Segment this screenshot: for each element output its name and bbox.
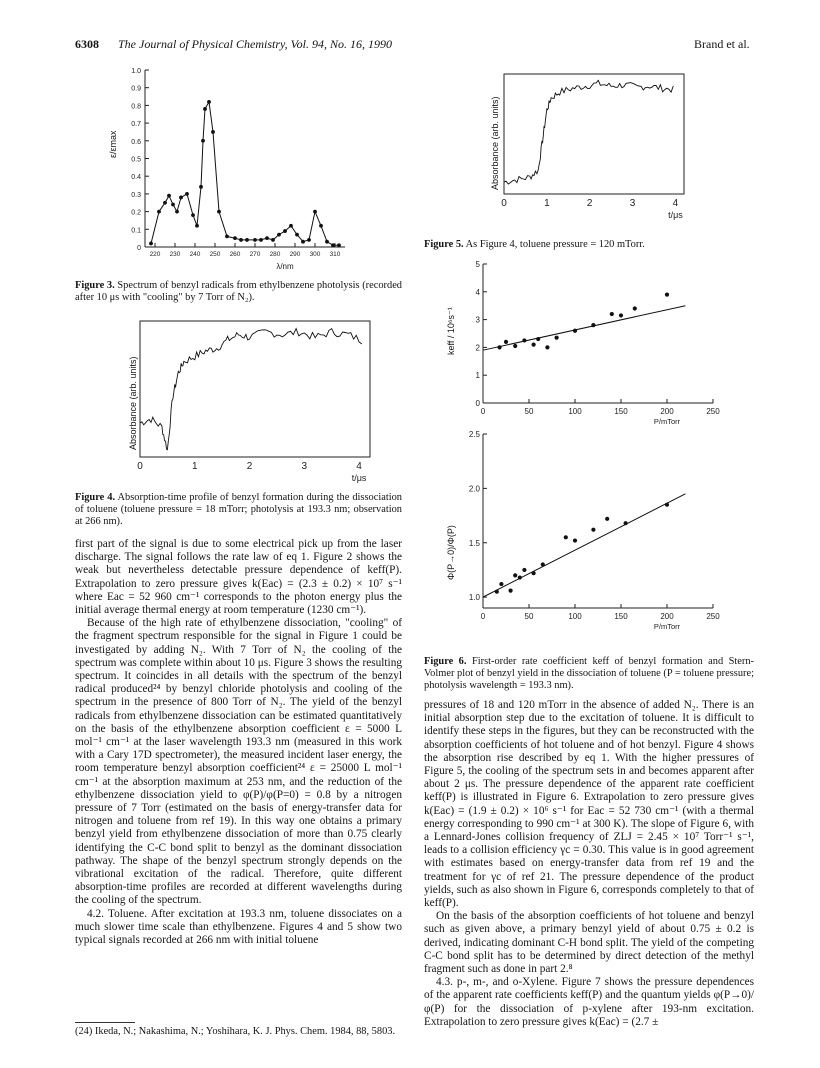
data-point: [191, 213, 195, 217]
y-tick-label: 0.8: [131, 103, 141, 111]
data-point: [337, 243, 341, 247]
data-point: [495, 590, 499, 594]
paragraph-toluene: 4.2. Toluene. After excitation at 193.3 nm, toluene dissociates on a much slower time scale than ethylbenzene. Figures 4 and 5 show two typical signals recorded at 266 nm with initial toluene: [75, 907, 402, 947]
data-point: [265, 236, 269, 240]
y-tick-label: 2.0: [468, 484, 480, 494]
y-tick-label: 0.3: [131, 191, 141, 199]
data-point: [619, 313, 623, 317]
x-axis-label: t/μs: [351, 473, 367, 483]
data-point: [522, 338, 526, 342]
figure-3: [100, 60, 400, 285]
figure-5-caption-text: As Figure 4, toluene pressure = 120 mTorr.: [465, 239, 645, 250]
figure-6-bottom-ylabel: [446, 490, 460, 580]
x-tick-label: 300: [309, 251, 321, 258]
data-point: [541, 562, 545, 566]
figure-5-caption-label: Figure 5.: [424, 239, 464, 250]
figure-3-caption-label: Figure 3.: [75, 280, 115, 291]
y-tick-label: 2.5: [468, 430, 480, 439]
data-point: [203, 107, 207, 111]
paragraph: pressures of 18 and 120 mTorr in the absence of added N₂. There is an initial absorption step due to the excitation of toluene. It is difficult to identify these steps in the figures, but they can be reconstructed with the absorption coefficients of hot toluene and of hot benzyl. Figure 4 shows the absorption rise described by eq 1. With the higher pressures of Figure 5, the cooling of the spectrum sets in and becomes apparent after about 2 μs. The pressure dependence of the apparent rate coefficient keff(P) is illustrated in Figure 6. Extrapolation to zero pressure gives k(Eac) = (1.9 ± 0.2) × 10⁶ s⁻¹ for Eac = 52 730 cm⁻¹ (with a thermal energy corresponding to 990 cm⁻¹ at 300 K). The slope of Figure 6, with a Lennard-Jones collision frequency of ZLJ = 2.45 × 10⁷ Torr⁻¹ s⁻¹, leads to a collision efficiency γc = 0.30. This value is in good agreement with estimates based on energy-transfer data from ref 19 and the treatment for γc of ref 21. The pressure dependence of the product yields, such as also shown in Figure 6, corresponds completely to that of keff(P).: [424, 699, 754, 910]
data-point: [509, 589, 513, 593]
data-point: [201, 139, 205, 143]
absorbance-trace: [140, 329, 362, 450]
y-tick-label: 0.5: [131, 156, 141, 164]
paragraph-xylene: 4.3. p-, m-, and o-Xylene. Figure 7 shows the pressure dependences of the apparent rate coefficients keff(P) and the quantum yields φ(P→0)/φ(P) for the dissociation of p-xylene after 193-nm excitation. Extrapolation to zero pressure gives k(Eac) = (2.7 ±: [424, 976, 754, 1028]
data-point: [532, 343, 536, 347]
y-tick-label: 1.0: [131, 68, 141, 75]
data-point: [518, 575, 522, 579]
y-tick-label: 0.2: [131, 209, 141, 217]
figure-3-chart: [100, 60, 400, 285]
y-tick-label: 0.6: [131, 138, 141, 146]
y-tick-label: 0.4: [131, 174, 141, 182]
x-axis-label: t/μs: [668, 210, 683, 220]
data-point: [149, 242, 153, 246]
x-tick-label: 270: [249, 251, 261, 258]
x-tick-label: 310: [329, 251, 341, 258]
data-point: [325, 240, 329, 244]
footnote: (24) Ikeda, N.; Nakashima, N.; Yoshihara, K. J. Phys. Chem. 1984, 88, 5803.: [75, 1026, 396, 1037]
figure-6-bottom-ylabel-text: Φ(P→0)/Φ(P): [446, 525, 456, 580]
data-point: [591, 528, 595, 532]
data-point: [307, 238, 311, 242]
y-tick-label: 0.9: [131, 85, 141, 93]
data-point: [573, 329, 577, 333]
x-tick-label: 250: [209, 251, 221, 258]
data-point: [167, 194, 171, 198]
figure-4-caption: [75, 492, 402, 529]
x-axis-label: λ/nm: [276, 262, 294, 271]
data-point: [536, 337, 540, 341]
figure-4-ylabel: [128, 340, 142, 450]
plot-frame: [504, 74, 684, 194]
data-point: [532, 571, 536, 575]
x-tick-label: 0: [501, 198, 507, 209]
data-point: [207, 100, 211, 104]
data-point: [573, 538, 577, 542]
data-point: [665, 292, 669, 296]
data-point: [163, 201, 167, 205]
x-tick-label: 50: [524, 407, 534, 416]
x-tick-label: 150: [614, 407, 628, 416]
x-axis-label: P/mTorr: [653, 622, 681, 631]
x-tick-label: 4: [672, 198, 679, 209]
absorbance-trace: [504, 80, 673, 184]
data-point: [665, 503, 669, 507]
x-tick-label: 2: [246, 461, 253, 472]
figure-6-caption-label: Figure 6.: [424, 656, 467, 667]
figure-5: [480, 70, 710, 225]
figure-5-chart: [480, 70, 710, 225]
data-point: [211, 130, 215, 134]
figure-6-bottom-chart: [440, 428, 740, 653]
x-tick-label: 0: [137, 461, 143, 472]
x-tick-label: 250: [706, 612, 720, 621]
data-point: [225, 234, 229, 238]
data-point: [271, 238, 275, 242]
figure-3-ylabel: [108, 118, 122, 158]
x-tick-label: 200: [660, 612, 674, 621]
x-tick-label: 200: [660, 407, 674, 416]
data-point: [605, 517, 609, 521]
figure-6-top-ylabel-text: keff / 10⁶s⁻¹: [446, 307, 456, 355]
figure-4-chart: [110, 315, 400, 490]
y-tick-label: 1: [475, 371, 480, 381]
data-point: [555, 336, 559, 340]
data-point: [289, 224, 293, 228]
data-point: [245, 238, 249, 242]
figure-6-top-ylabel: [446, 285, 460, 355]
x-tick-label: 100: [568, 612, 582, 621]
y-tick-label: 0.7: [131, 121, 141, 129]
x-tick-label: 2: [586, 198, 593, 209]
y-tick-label: 0: [137, 245, 141, 252]
paragraph: Because of the high rate of ethylbenzene dissociation, "cooling" of the fragment spectrum responsible for the signal in Figure 1 could be investigated by adding N₂. With 7 Torr of N₂ the cooling of the spectrum was complete within about 10 μs. Figure 3 shows the resulting spectrum. It coincides in all details with the spectrum of the benzyl radical produced²⁴ by benzyl chloride photolysis and cooling of the spectrum in the presence of 800 Torr of N₂. The yield of the benzyl radicals from ethylbenzene dissociation can be estimated quantitatively on the basis of the ethylbenzene absorption coefficient ε = 5000 L mol⁻¹ cm⁻¹ at the laser wavelength 193.3 nm (measured in this work with a Cary 17D spectrometer), the measured incident laser energy, the room temperature benzyl absorption coefficient²⁴ ε = 25000 L mol⁻¹ cm⁻¹ at the absorption maximum at 253 nm, and the reduction of the ethylbenzene dissociation yield to φ(P)/φ(P=0) = 0.8 by a nitrogen pressure of 7 Torr (estimated on the basis of energy-transfer data for nitrogen and toluene from ref 19). In this way one obtains a primary benzyl yield from ethylbenzene dissociation of more than 0.75 clearly identifying the C-C bond split to benzyl as the dominant dissociation pathway. The shape of the benzyl spectrum strongly depends on the vibrational excitation of the radical. Therefore, quite different absorption-time profiles are recorded at different wavelengths during the cooling of the spectrum.: [75, 617, 402, 907]
data-point: [295, 233, 299, 237]
left-column-text: [75, 538, 402, 947]
x-tick-label: 100: [568, 407, 582, 416]
x-tick-label: 290: [289, 251, 301, 258]
data-point: [313, 210, 317, 214]
footnote-rule: [75, 1022, 135, 1023]
data-point: [217, 210, 221, 214]
data-point: [253, 238, 257, 242]
y-tick-label: 2: [475, 343, 480, 353]
figure-5-caption: [424, 239, 754, 251]
figure-6-bottom: [440, 428, 740, 653]
journal-title: The Journal of Physical Chemistry, Vol. 94, No. 16, 1990: [118, 37, 392, 51]
y-tick-label: 5: [475, 260, 480, 269]
figure-6-top: [440, 258, 740, 433]
spectrum-line: [151, 102, 339, 245]
x-tick-label: 260: [229, 251, 241, 258]
data-point: [233, 236, 237, 240]
data-point: [499, 582, 503, 586]
figure-4-caption-text: Absorption-time profile of benzyl formation during the dissociation of toluene (toluene pressure = 18 mTorr; photolysis at 193.3 nm; observation at 266 nm).: [75, 492, 402, 528]
data-point: [195, 224, 199, 228]
figure-4-caption-label: Figure 4.: [75, 492, 116, 503]
y-tick-label: 4: [475, 287, 480, 297]
y-tick-label: 1.0: [468, 593, 480, 603]
data-point: [545, 345, 549, 349]
data-point: [591, 323, 595, 327]
figure-6-top-chart: [440, 258, 740, 433]
data-point: [239, 238, 243, 242]
x-tick-label: 3: [629, 198, 636, 209]
figure-5-ylabel: [490, 80, 504, 190]
x-axis-label: P/mTorr: [653, 417, 681, 426]
data-point: [610, 312, 614, 316]
y-tick-label: 0.1: [131, 227, 141, 235]
data-point: [199, 185, 203, 189]
x-tick-label: 280: [269, 251, 281, 258]
data-point: [283, 229, 287, 233]
figure-6-caption-text: First-order rate coefficient keff of benzyl formation and Stern-Volmer plot of benzyl yield in the dissociation of toluene (P = toluene pressure; photolysis wavelength = 193.3 nm).: [424, 656, 754, 692]
fit-line: [483, 306, 685, 350]
figure-4-ylabel-text: Absorbance (arb. units): [128, 356, 138, 450]
data-point: [319, 224, 323, 228]
paragraph: first part of the signal is due to some electrical pick up from the laser discharge. The signal follows the rate law of eq 1. Figure 2 shows the weak but nevertheless detectable pressure dependence of keff(P). Extrapolation to zero pressure gives k(Eac) = (2.3 ± 0.2) × 10⁷ s⁻¹ where Eac = 52 960 cm⁻¹ corresponds to the photon energy plus the initial average thermal energy at room temperature (1230 cm⁻¹).: [75, 538, 402, 617]
right-column-text: [424, 699, 754, 1029]
page-number: 6308: [75, 37, 99, 51]
fit-line: [483, 494, 685, 597]
x-tick-label: 240: [189, 251, 201, 258]
x-tick-label: 230: [169, 251, 181, 258]
data-point: [624, 521, 628, 525]
x-tick-label: 0: [480, 612, 486, 621]
figure-3-caption: [75, 280, 402, 304]
figure-3-caption-text: Spectrum of benzyl radicals from ethylbenzene photolysis (recorded after 10 μs with "cooling" by 7 Torr of N₂).: [75, 280, 403, 304]
figure-4: [110, 315, 400, 490]
y-tick-label: 3: [475, 315, 480, 325]
running-authors: Brand et al.: [694, 37, 750, 51]
paragraph: On the basis of the absorption coefficients of hot toluene and benzyl such as given above, a primary benzyl yield of about 0.75 ± 0.2 is derived, indicating dominant C-H bond split. The yield of the competing C-C bond split has to be determined by direct detection of the methyl fragment such as done in part 2.⁸: [424, 910, 754, 976]
data-point: [157, 210, 161, 214]
data-point: [504, 340, 508, 344]
x-tick-label: 250: [706, 407, 720, 416]
data-point: [259, 238, 263, 242]
data-point: [497, 345, 501, 349]
data-point: [277, 233, 281, 237]
x-tick-label: 50: [524, 612, 534, 621]
y-tick-label: 1.5: [468, 538, 480, 548]
figure-6-caption: [424, 656, 754, 693]
data-point: [331, 243, 335, 247]
x-tick-label: 150: [614, 612, 628, 621]
data-point: [564, 535, 568, 539]
figure-3-ylabel-text: ε/εmax: [108, 130, 118, 158]
figure-5-ylabel-text: Absorbance (arb. units): [490, 96, 500, 190]
data-point: [175, 210, 179, 214]
data-point: [633, 306, 637, 310]
data-point: [513, 344, 517, 348]
x-tick-label: 3: [301, 461, 308, 472]
data-point: [522, 568, 526, 572]
data-point: [301, 240, 305, 244]
x-tick-label: 1: [544, 198, 550, 209]
data-point: [179, 196, 183, 200]
data-point: [171, 203, 175, 207]
y-tick-label: 0: [475, 399, 480, 408]
data-point: [185, 192, 189, 196]
x-tick-label: 0: [480, 407, 486, 416]
x-tick-label: 1: [191, 461, 198, 472]
x-tick-label: 4: [356, 461, 362, 472]
x-tick-label: 220: [149, 251, 161, 258]
data-point: [513, 573, 517, 577]
